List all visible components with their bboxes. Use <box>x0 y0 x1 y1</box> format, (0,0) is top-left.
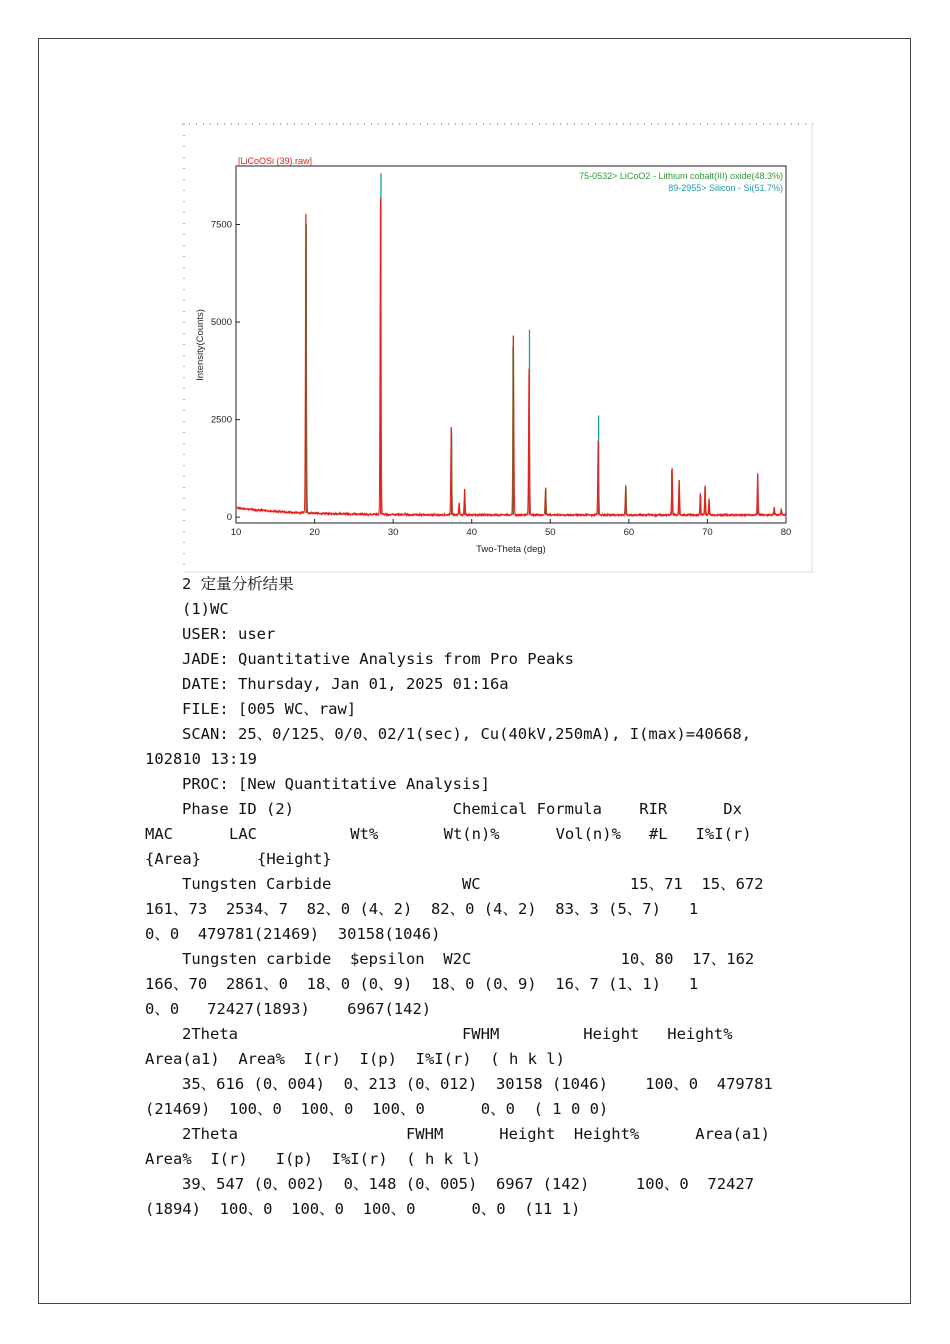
peak-row-1: 35、616 (0、004) 0、213 (0、012) 30158 (1046) 100、0 479781 <box>182 1075 773 1093</box>
y-tick-label: 5000 <box>210 317 232 329</box>
peak-header-2: 2Theta FWHM Height Height% Area(a1) <box>182 1125 770 1143</box>
phase-row-wc: Tungsten Carbide WC 15、71 15、672 <box>182 875 764 893</box>
x-tick-label: 70 <box>702 527 713 538</box>
peak-header-1: 2Theta FWHM Height Height% <box>182 1025 733 1043</box>
y-tick-label: 0 <box>226 512 232 524</box>
phase-header: Phase ID (2) Chemical Formula RIR Dx <box>182 800 742 818</box>
peak-row-1-cont: (21469) 100、0 100、0 100、0 0、0 ( 1 0 0) <box>145 1100 609 1118</box>
y-tick-label: 2500 <box>210 414 232 426</box>
jade-line: JADE: Quantitative Analysis from Pro Peaks <box>182 650 574 668</box>
scan-line: SCAN: 25、0/125、0/0、02/1(sec), Cu(40kV,250mA), I(max)=40668, <box>182 725 752 743</box>
date-line: DATE: Thursday, Jan 01, 2025 01:16a <box>182 675 509 693</box>
x-tick-label: 20 <box>309 527 320 538</box>
proc-line: PROC: [New Quantitative Analysis] <box>182 775 490 793</box>
user-line: USER: user <box>182 625 276 643</box>
peak-header-1-cont: Area(a1) Area% I(r) I(p) I%I(r) ( h k l) <box>145 1050 565 1068</box>
peak-header-2-cont: Area% I(r) I(p) I%I(r) ( h k l) <box>145 1150 481 1168</box>
plot-area <box>236 166 786 523</box>
sub-heading: (1)WC <box>182 600 229 618</box>
phase-row-w2c: Tungsten carbide $epsilon W2C 10、80 17、162 <box>182 950 755 968</box>
xrd-chart <box>182 122 814 574</box>
section-heading: 2 定量分析结果 <box>182 575 294 593</box>
axis-layer <box>211 220 791 538</box>
peak-row-2: 39、547 (0、002) 0、148 (0、005) 6967 (142) 100、0 72427 <box>182 1175 755 1193</box>
x-tick-label: 10 <box>230 527 242 538</box>
phase-row-wc-cont2: 0、0 479781(21469) 30158(1046) <box>145 925 441 943</box>
phase-row-w2c-cont: 166、70 2861、0 18、0 (0、9) 18、0 (0、9) 16、7 (1、1) 1 <box>145 975 699 993</box>
series-measured-line <box>236 198 786 516</box>
phase-row-w2c-cont2: 0、0 72427(1893) 6967(142) <box>145 1000 432 1018</box>
scan-line-cont: 102810 13:19 <box>145 750 257 768</box>
chart-title: [LiCoOSi (39).raw] <box>238 156 313 166</box>
x-axis-label: Two-Theta (deg) <box>476 544 546 555</box>
file-line: FILE: [005 WC、raw] <box>182 700 357 718</box>
legend-entry-licoo2: 75-0532> LiCoO2 - Lithium cobalt(III) oxide(48.3%) <box>579 171 783 181</box>
x-tick-label: 80 <box>780 527 792 538</box>
x-tick-label: 60 <box>623 527 635 538</box>
y-axis-label: Intensity(Counts) <box>195 309 206 381</box>
x-tick-label: 40 <box>466 527 478 538</box>
y-tick-label: 7500 <box>210 219 232 231</box>
xrd-chart-svg <box>182 122 814 574</box>
peak-row-2-cont: (1894) 100、0 100、0 100、0 0、0 (11 1) <box>145 1200 581 1218</box>
x-tick-label: 30 <box>387 527 399 538</box>
series-layer <box>236 173 786 516</box>
phase-row-wc-cont: 161、73 2534、7 82、0 (4、2) 82、0 (4、2) 83、3 (5、7) 1 <box>145 900 699 918</box>
phase-header-cont2: {Area} {Height} <box>145 850 332 868</box>
phase-header-cont: MAC LAC Wt% Wt(n)% Vol(n)% #L I%I(r) <box>145 825 752 843</box>
x-tick-label: 50 <box>544 527 556 538</box>
legend-entry-silicon: 89-2955> Silicon - Si(51.7%) <box>668 183 783 193</box>
